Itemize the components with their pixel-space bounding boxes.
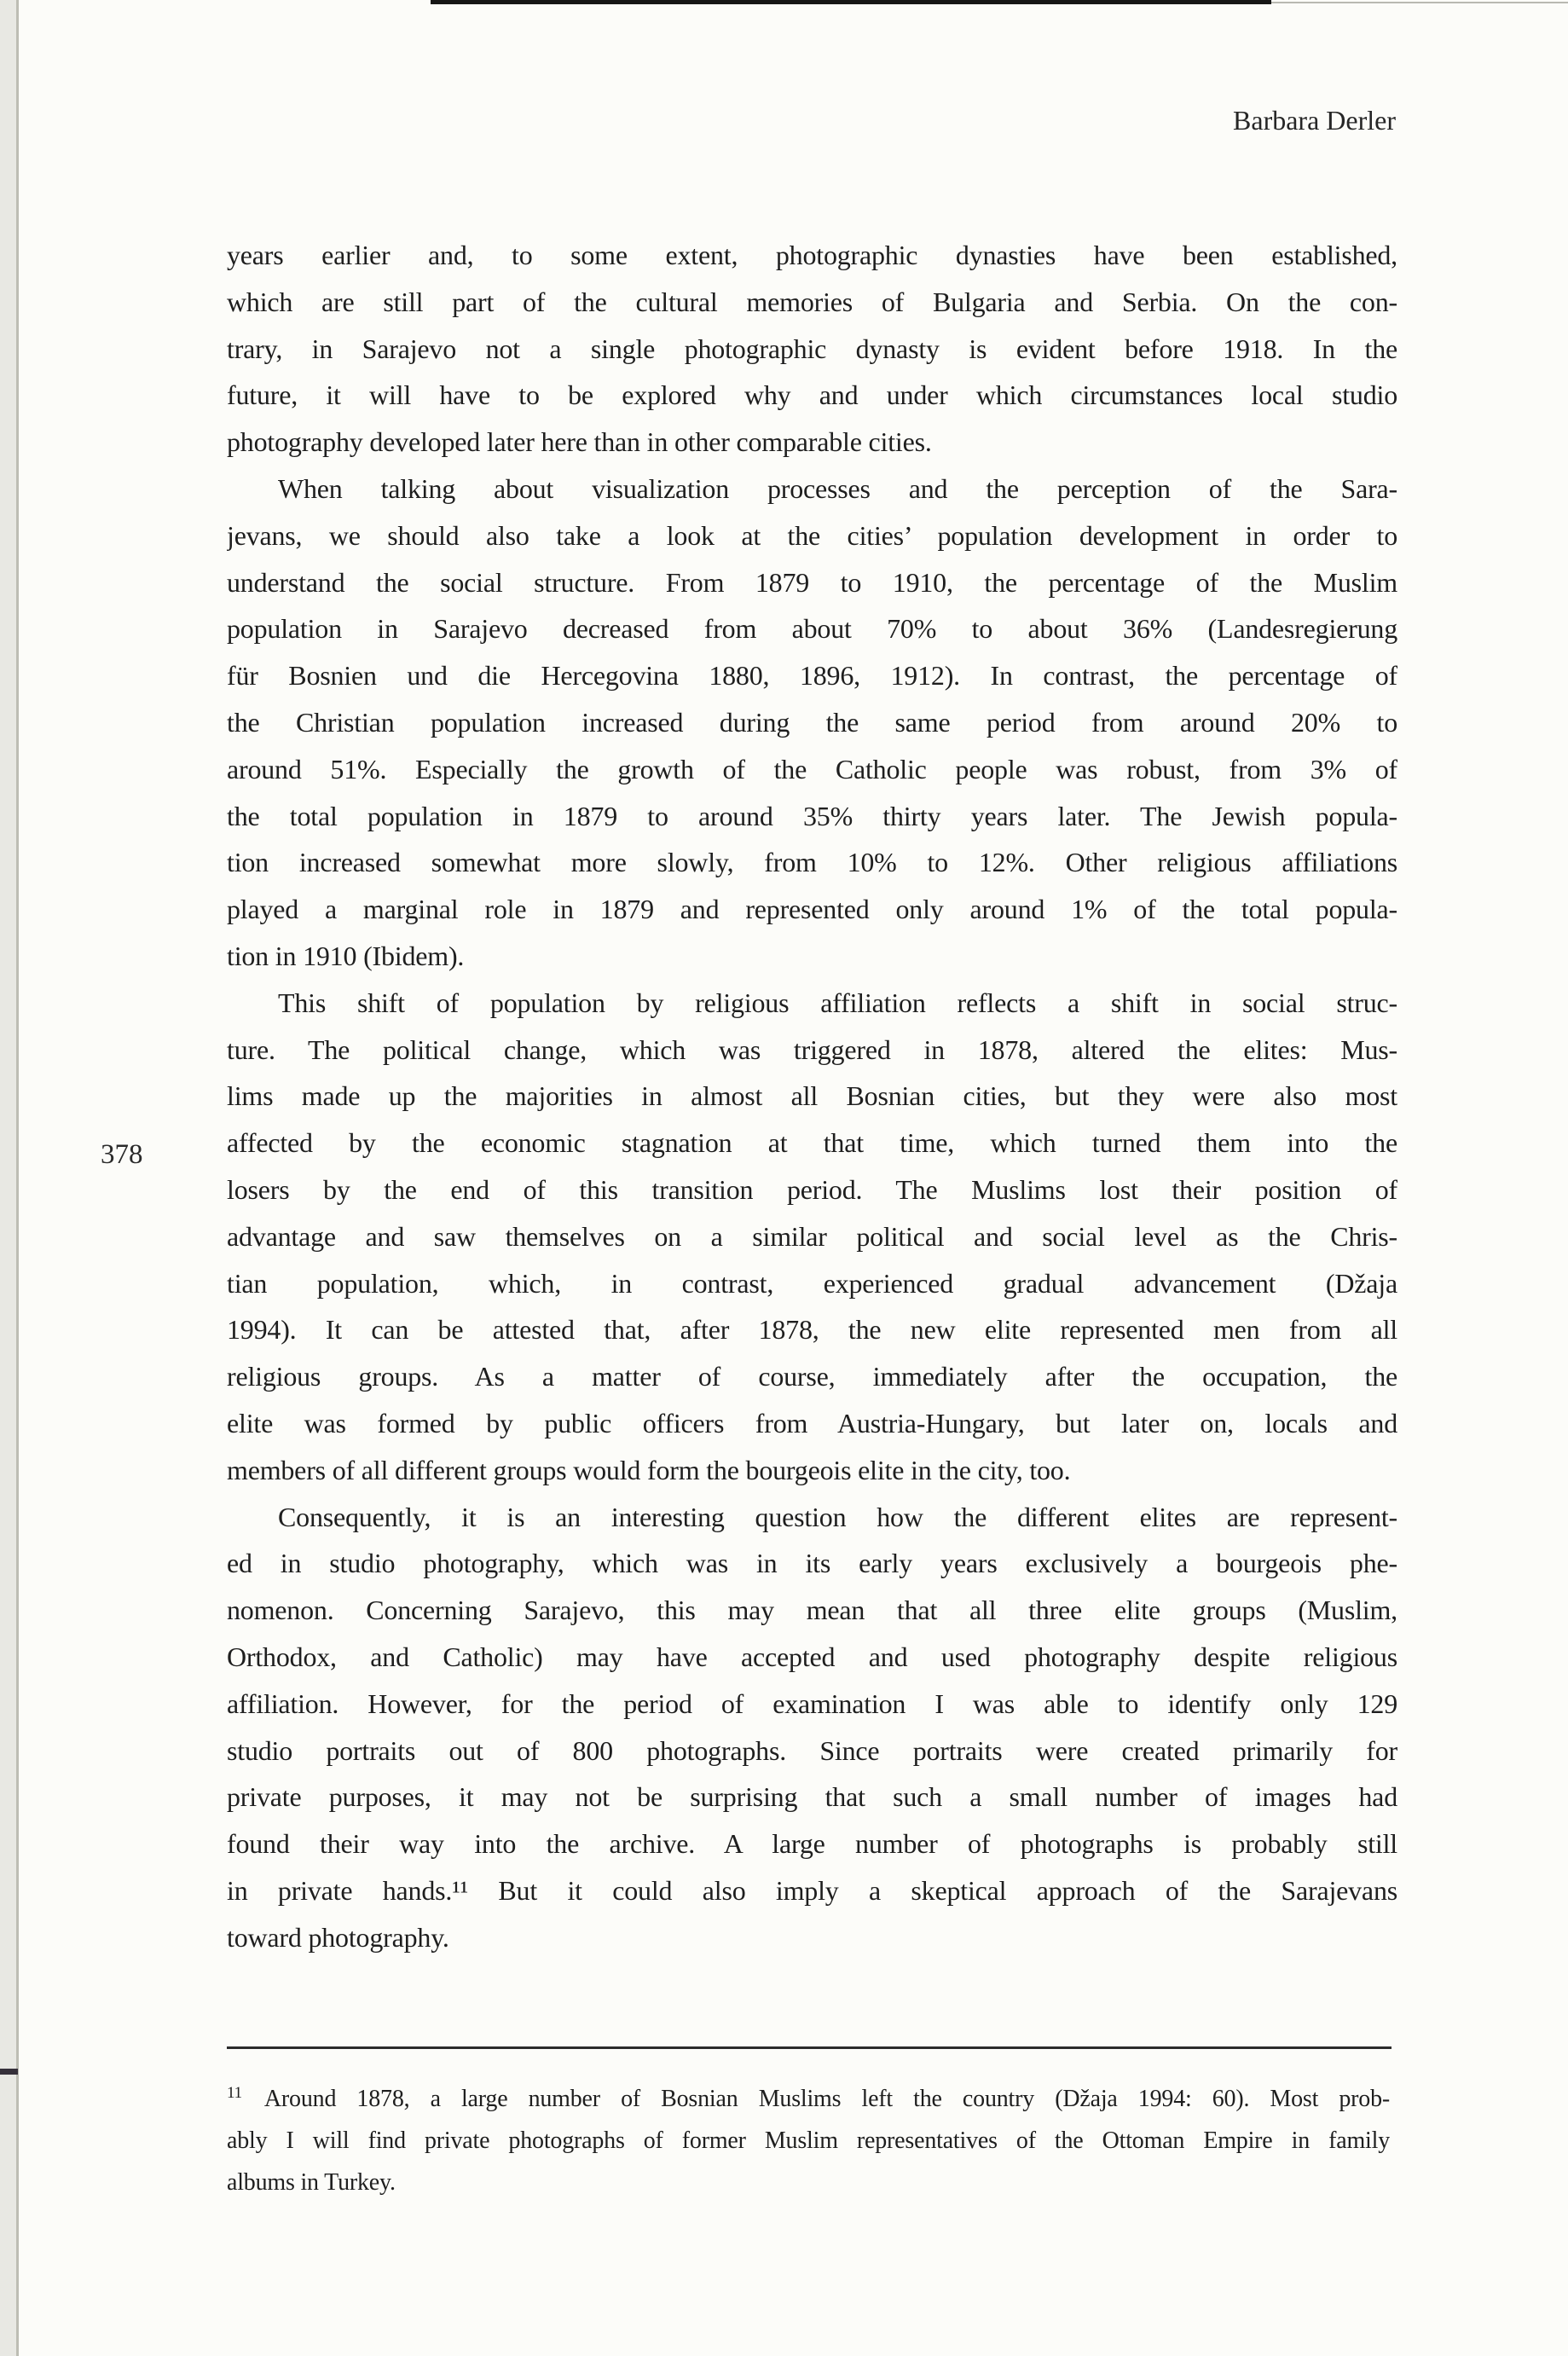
body-line: affiliation. However, for the period of examination I was able to identify only 129 (227, 1687, 1397, 1719)
footnote-marker: 11 (227, 2083, 242, 2102)
body-line: lims made up the majorities in almost all Bosnian cities, but they were also most (227, 1080, 1397, 1112)
body-line: future, it will have to be explored why and under which circumstances local studio (227, 379, 1397, 411)
scan-top-artifact-faint (1271, 2, 1568, 3)
body-line: affected by the economic stagnation at that time, which turned them into the (227, 1127, 1397, 1159)
body-line: toward photography. (227, 1921, 449, 1953)
body-line: losers by the end of this transition period. The Muslims lost their position of (227, 1173, 1397, 1205)
page-number: 378 (101, 1139, 143, 1170)
scan-edge-line (16, 0, 19, 2356)
body-line: members of all different groups would form the bourgeois elite in the city, too. (227, 1454, 1071, 1485)
body-line: private purposes, it may not be surprising that such a small number of images had (227, 1781, 1397, 1813)
body-line: für Bosnien und die Hercegovina 1880, 1896, 1912). In contrast, the percentage of (227, 660, 1397, 692)
body-line: 1994). It can be attested that, after 1878, the new elite represented men from all (227, 1314, 1397, 1346)
body-line: found their way into the archive. A large number of photographs is probably still (227, 1828, 1397, 1860)
footnote-separator-rule (227, 2046, 1392, 2049)
body-line: which are still part of the cultural memories of Bulgaria and Serbia. On the con- (227, 286, 1397, 317)
body-line: played a marginal role in 1879 and represented only around 1% of the total popula- (227, 894, 1397, 925)
scan-left-tick-artifact (0, 2069, 18, 2075)
body-line: advantage and saw themselves on a similar political and social level as the Chris- (227, 1220, 1397, 1252)
footnote-line: ably I will find private photographs of former Muslim representatives of the Ottoman Empire in family (227, 2127, 1390, 2154)
body-line: trary, in Sarajevo not a single photographic dynasty is evident before 1918. In the (227, 333, 1397, 364)
body-line: in private hands.¹¹ But it could also imply a skeptical approach of the Sarajevans (227, 1874, 1397, 1906)
body-line: tion in 1910 (Ibidem). (227, 940, 465, 971)
body-line: When talking about visualization processes and the perception of the Sara- (278, 472, 1397, 504)
body-line: photography developed later here than in other comparable cities. (227, 426, 932, 458)
body-line: jevans, we should also take a look at the cities’ population development in order to (227, 519, 1397, 551)
body-line: Orthodox, and Catholic) may have accepted and used photography despite religious (227, 1641, 1397, 1672)
scan-edge-strip (0, 0, 16, 2356)
body-line: ed in studio photography, which was in its early years exclusively a bourgeois phe- (227, 1548, 1397, 1579)
body-line: years earlier and, to some extent, photographic dynasties have been established, (227, 240, 1397, 270)
footnote-line: albums in Turkey. (227, 2169, 396, 2196)
footnote-text: Around 1878, a large number of Bosnian Muslims left the country (Džaja 1994: 60). Most prob- (263, 2086, 1390, 2112)
body-line: tion increased somewhat more slowly, from 10% to 12%. Other religious affiliations (227, 847, 1397, 878)
body-line: population in Sarajevo decreased from about 70% to about 36% (Landesregierung (227, 613, 1397, 645)
scan-top-artifact (431, 0, 1271, 4)
running-header-author: Barbara Derler (1233, 105, 1396, 136)
footnote (227, 2078, 1390, 2203)
body-line: ture. The political change, which was triggered in 1878, altered the elites: Mus- (227, 1033, 1397, 1065)
body-line: understand the social structure. From 1879 to 1910, the percentage of the Muslim (227, 566, 1397, 598)
body-text (227, 232, 1397, 1960)
footnote-line (227, 2078, 1390, 2120)
body-line: nomenon. Concerning Sarajevo, this may mean that all three elite groups (Muslim, (227, 1595, 1397, 1626)
body-line: religious groups. As a matter of course, immediately after the occupation, the (227, 1361, 1397, 1392)
body-line: This shift of population by religious affiliation reflects a shift in social struc- (278, 987, 1397, 1018)
body-line: the Christian population increased during the same period from around 20% to (227, 706, 1397, 738)
body-line: tian population, which, in contrast, experienced gradual advancement (Džaja (227, 1267, 1397, 1299)
body-line: the total population in 1879 to around 35% thirty years later. The Jewish popula- (227, 800, 1397, 831)
body-line: around 51%. Especially the growth of the Catholic people was robust, from 3% of (227, 753, 1397, 784)
body-line: studio portraits out of 800 photographs. Since portraits were created primarily for (227, 1734, 1397, 1766)
body-line: elite was formed by public officers from Austria-Hungary, but later on, locals and (227, 1407, 1397, 1438)
body-line: Consequently, it is an interesting question how the different elites are represent- (278, 1501, 1397, 1532)
